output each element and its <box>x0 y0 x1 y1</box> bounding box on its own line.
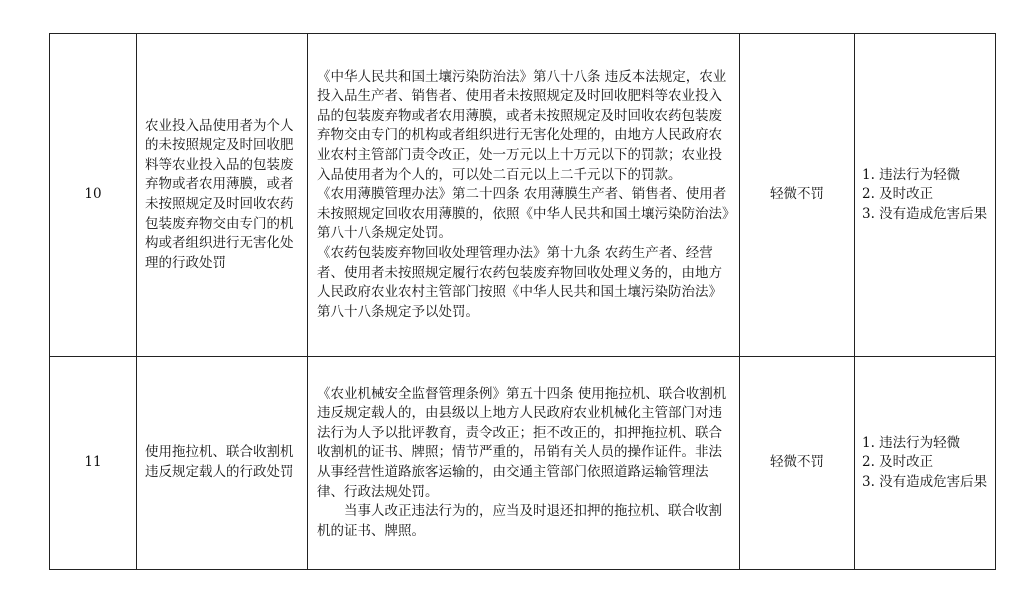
applicable-conditions <box>855 34 996 357</box>
violation-item: 农业投入品使用者为个人的未按照规定及时回收肥料等农业投入品的包装废弃物或者农用薄膜，或者未按照规定及时回收农药包装废弃物交由专门的机构或者组织进行无害化处理的行政处罚 <box>137 34 308 357</box>
legal-basis <box>308 357 740 570</box>
legal-basis <box>308 34 740 357</box>
penalty-type: 轻微不罚 <box>740 34 855 357</box>
condition-item: 2. 及时改正 <box>862 454 934 471</box>
legal-basis-paragraph: 《农药包装废弃物回收处理管理办法》第十九条 农药生产者、经营者、使用者未按照规定履行农药包装废弃物回收处理义务的，由地方人民政府农业农村主管部门按照《中华人民共和国土壤污染防治法》第八十八条规定予以处罚。 <box>317 244 722 320</box>
violation-item: 使用拖拉机、联合收割机违反规定载人的行政处罚 <box>137 357 308 570</box>
condition-item: 2. 及时改正 <box>862 186 934 203</box>
row-number: 10 <box>50 34 137 357</box>
penalty-type: 轻微不罚 <box>740 357 855 570</box>
row-number: 11 <box>50 357 137 570</box>
table-row <box>50 357 996 570</box>
legal-basis-paragraph: 当事人改正违法行为的，应当及时退还扣押的拖拉机、联合收割机的证书、牌照。 <box>317 503 722 539</box>
condition-item: 1. 违法行为轻微 <box>862 434 961 451</box>
regulation-table <box>49 33 996 570</box>
legal-basis-paragraph: 《农用薄膜管理办法》第二十四条 农用薄膜生产者、销售者、使用者未按照规定回收农用薄膜的，依照《中华人民共和国土壤污染防治法》第八十八条规定处罚。 <box>317 186 729 242</box>
legal-basis-paragraph: 《农业机械安全监督管理条例》第五十四条 使用拖拉机、联合收割机违反规定载人的，由县级以上地方人民政府农业机械化主管部门对违法行为人予以批评教育，责令改正；拒不改正的，扣押拖拉机、联合收割机的证书、牌照；情节严重的，吊销有关人员的操作证件。非法从事经营性道路旅客运输的，由交通主管部门依照道路运输管理法律、行政法规处罚。 <box>317 385 727 500</box>
table-row <box>50 34 996 357</box>
applicable-conditions <box>855 357 996 570</box>
condition-item: 3. 没有造成危害后果 <box>862 473 988 490</box>
legal-basis-paragraph: 《中华人民共和国土壤污染防治法》第八十八条 违反本法规定，农业投入品生产者、销售者、使用者未按照规定及时回收肥料等农业投入品的包装废弃物或者农用薄膜，或者未按照规定及时回收农药包装废弃物交由专门的机构或者组织进行无害化处理的，由地方人民政府农业农村主管部门责令改正，处一万元以上十万元以下的罚款；农业投入品使用者为个人的，可以处二百元以上二千元以下的罚款。 <box>317 68 727 183</box>
condition-item: 3. 没有造成危害后果 <box>862 205 988 222</box>
condition-item: 1. 违法行为轻微 <box>862 166 961 183</box>
